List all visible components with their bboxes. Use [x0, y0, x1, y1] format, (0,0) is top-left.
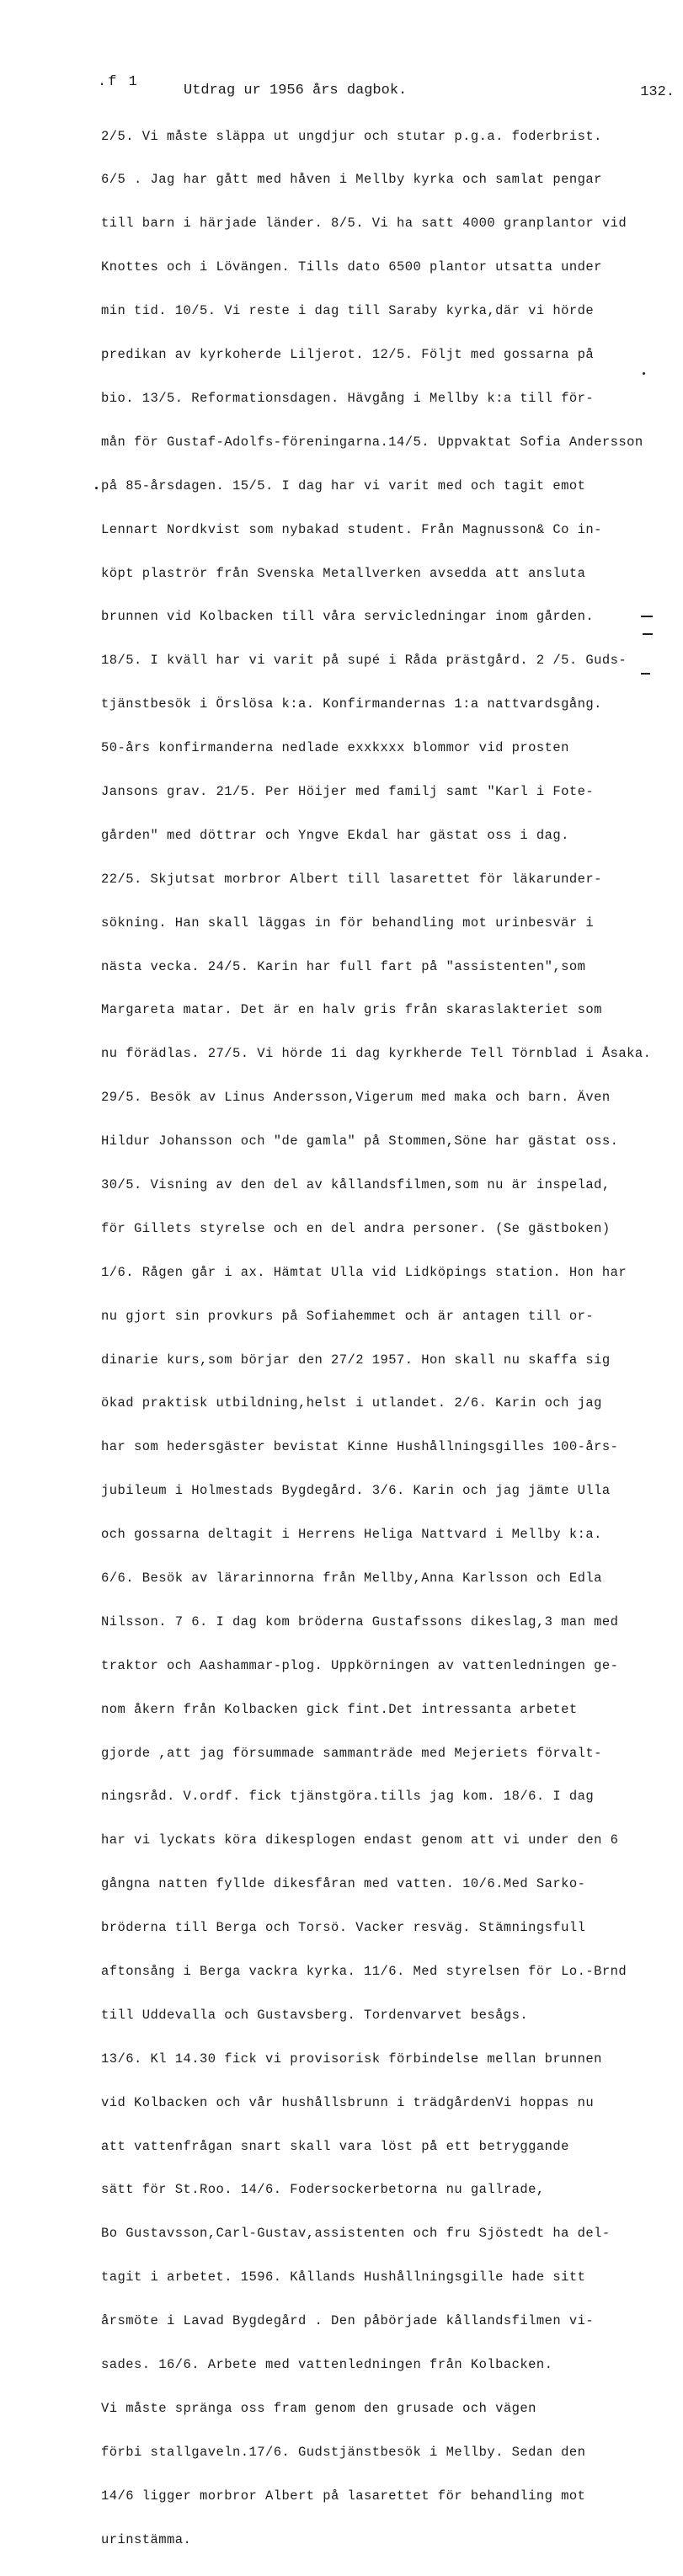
text-line: nom åkern från Kolbacken gick fint.Det intressanta arbetet	[101, 1701, 578, 1717]
text-line: 13/6. Kl 14.30 fick vi provisorisk förbindelse mellan brunnen	[101, 2051, 602, 2067]
text-line: dinarie kurs,som börjar den 27/2 1957. Hon skall nu skaffa sig	[101, 1352, 611, 1368]
text-line: har vi lyckats köra dikesplogen endast genom att vi under den 6	[101, 1832, 619, 1848]
text-line: på 85-årsdagen. 15/5. I dag har vi varit med och tagit emot	[101, 477, 586, 493]
text-line: 1/6. Rågen går i ax. Hämtat Ulla vid Lidköpings station. Hon har	[101, 1264, 627, 1280]
text-line: brunnen vid Kolbacken till våra servicledningar inom gården.	[101, 609, 595, 625]
text-line: traktor och Aashammar-plog. Uppkörningen av vattenledningen ge-	[101, 1657, 619, 1673]
text-line: sades. 16/6. Arbete med vattenledningen från Kolbacken.	[101, 2357, 553, 2373]
corner-mark: .f 1	[98, 74, 139, 90]
text-line: predikan av kyrkoherde Liljerot. 12/5. Följt med gossarna på	[101, 347, 595, 363]
text-line: Jansons grav. 21/5. Per Höijer med familj samt "Karl i Fote-	[101, 783, 595, 799]
text-line: bio. 13/5. Reformationsdagen. Hävgång i Mellby k:a till för-	[101, 390, 595, 406]
text-line: Margareta matar. Det är en halv gris från skaraslakteriet som	[101, 1002, 602, 1018]
text-line: gångna natten fyllde dikesfåran med vatten. 10/6.Med Sarko-	[101, 1876, 586, 1892]
text-line: och gossarna deltagit i Herrens Heliga Nattvard i Mellby k:a.	[101, 1527, 602, 1543]
text-line: 50-års konfirmanderna nedlade exxkxxx blommor vid prosten	[101, 740, 569, 756]
page-title: Utdrag ur 1956 års dagbok.	[184, 83, 408, 99]
margin-mark	[643, 633, 653, 635]
text-line: Vi måste spränga oss fram genom den grusade och vägen	[101, 2400, 536, 2416]
text-line: Bo Gustavsson,Carl-Gustav,assistenten och fru Sjöstedt ha del-	[101, 2226, 611, 2242]
text-line: 14/6 ligger morbror Albert på lasarettet för behandling mot	[101, 2488, 586, 2504]
text-line: ningsråd. V.ordf. fick tjänstgöra.tills jag kom. 18/6. I dag	[101, 1789, 595, 1805]
margin-mark	[641, 616, 653, 617]
text-line: urinstämma.	[101, 2531, 192, 2547]
text-line: för Gillets styrelse och en del andra personer. (Se gästboken)	[101, 1220, 611, 1236]
text-line: gården" med döttrar och Yngve Ekdal har gästat oss i dag.	[101, 827, 569, 843]
text-line: 2/5. Vi måste släppa ut ungdjur och stutar p.g.a. foderbrist.	[101, 128, 602, 144]
text-line: 6/6. Besök av lärarinnorna från Mellby,Anna Karlsson och Edla	[101, 1570, 602, 1586]
text-line: 29/5. Besök av Linus Andersson,Vigerum med maka och barn. Även	[101, 1090, 611, 1106]
text-line: sätt för St.Roo. 14/6. Fodersockerbetorna nu gallrade,	[101, 2182, 545, 2198]
text-line: jubileum i Holmestads Bygdegård. 3/6. Karin och jag jämte Ulla	[101, 1483, 611, 1499]
text-line: Hildur Johansson och "de gamla" på Stommen,Söne har gästat oss.	[101, 1133, 619, 1149]
text-line: 18/5. I kväll har vi varit på supé i Råda prästgård. 2 /5. Guds-	[101, 653, 627, 669]
margin-mark	[95, 487, 98, 489]
text-line: sökning. Han skall läggas in för behandling mot urinbesvär i	[101, 915, 595, 931]
text-line: till Uddevalla och Gustavsberg. Tordenvarvet besågs.	[101, 2007, 529, 2023]
text-line: till barn i härjade länder. 8/5. Vi ha satt 4000 granplantor vid	[101, 216, 627, 232]
text-line: 6/5 . Jag har gått med håven i Mellby kyrka och samlat pengar	[101, 172, 602, 188]
text-line: nu förädlas. 27/5. Vi hörde 1i dag kyrkherde Tell Törnblad i Åsaka.	[101, 1046, 652, 1062]
text-line: mån för Gustaf-Adolfs-föreningarna.14/5. Uppvaktat Sofia Andersson	[101, 434, 643, 450]
text-line: 22/5. Skjutsat morbror Albert till lasarettet för läkarunder-	[101, 871, 602, 887]
text-line: 30/5. Visning av den del av kållandsfilmen,som nu är inspelad,	[101, 1176, 611, 1192]
text-line: Knottes och i Lövängen. Tills dato 6500 plantor utsatta under	[101, 259, 602, 275]
diary-text	[101, 100, 651, 2576]
text-line: förbi stallgaveln.17/6. Gudstjänstbesök i Mellby. Sedan den	[101, 2444, 586, 2460]
text-line: gjorde ,att jag försummade sammanträde med Mejeriets förvalt-	[101, 1745, 602, 1761]
text-line: har som hedersgäster bevistat Kinne Hushållningsgilles 100-års-	[101, 1439, 619, 1455]
margin-mark	[641, 673, 650, 675]
text-line: aftonsång i Berga vackra kyrka. 11/6. Med styrelsen för Lo.-Brnd	[101, 1964, 627, 1979]
text-line: Lennart Nordkvist som nybakad student. Från Magnusson& Co in-	[101, 521, 602, 537]
text-line: tjänstbesök i Örslösa k:a. Konfirmandernas 1:a nattvardsgång.	[101, 696, 602, 712]
margin-mark	[643, 372, 645, 375]
page-number: 132.	[640, 84, 675, 100]
text-line: bröderna till Berga och Torsö. Vacker resväg. Stämningsfull	[101, 1920, 586, 1936]
text-line: Nilsson. 7 6. I dag kom bröderna Gustafssons dikeslag,3 man med	[101, 1613, 619, 1629]
text-line: vid Kolbacken och vår hushållsbrunn i trädgårdenVi hoppas nu	[101, 2094, 595, 2110]
text-line: att vattenfrågan snart skall vara löst på ett betryggande	[101, 2138, 569, 2154]
text-line: min tid. 10/5. Vi reste i dag till Saraby kyrka,där vi hörde	[101, 303, 595, 319]
text-line: tagit i arbetet. 1596. Kållands Hushållningsgille hade sitt	[101, 2269, 586, 2285]
text-line: årsmöte i Lavad Bygdegård . Den påbörjade kållandsfilmen vi-	[101, 2313, 595, 2329]
text-line: ökad praktisk utbildning,helst i utlandet. 2/6. Karin och jag	[101, 1395, 602, 1411]
text-line: nästa vecka. 24/5. Karin har full fart på "assistenten",som	[101, 958, 586, 974]
text-line: nu gjort sin provkurs på Sofiahemmet och är antagen till or-	[101, 1308, 595, 1324]
text-line: köpt plaströr från Svenska Metallverken avsedda att ansluta	[101, 565, 586, 581]
